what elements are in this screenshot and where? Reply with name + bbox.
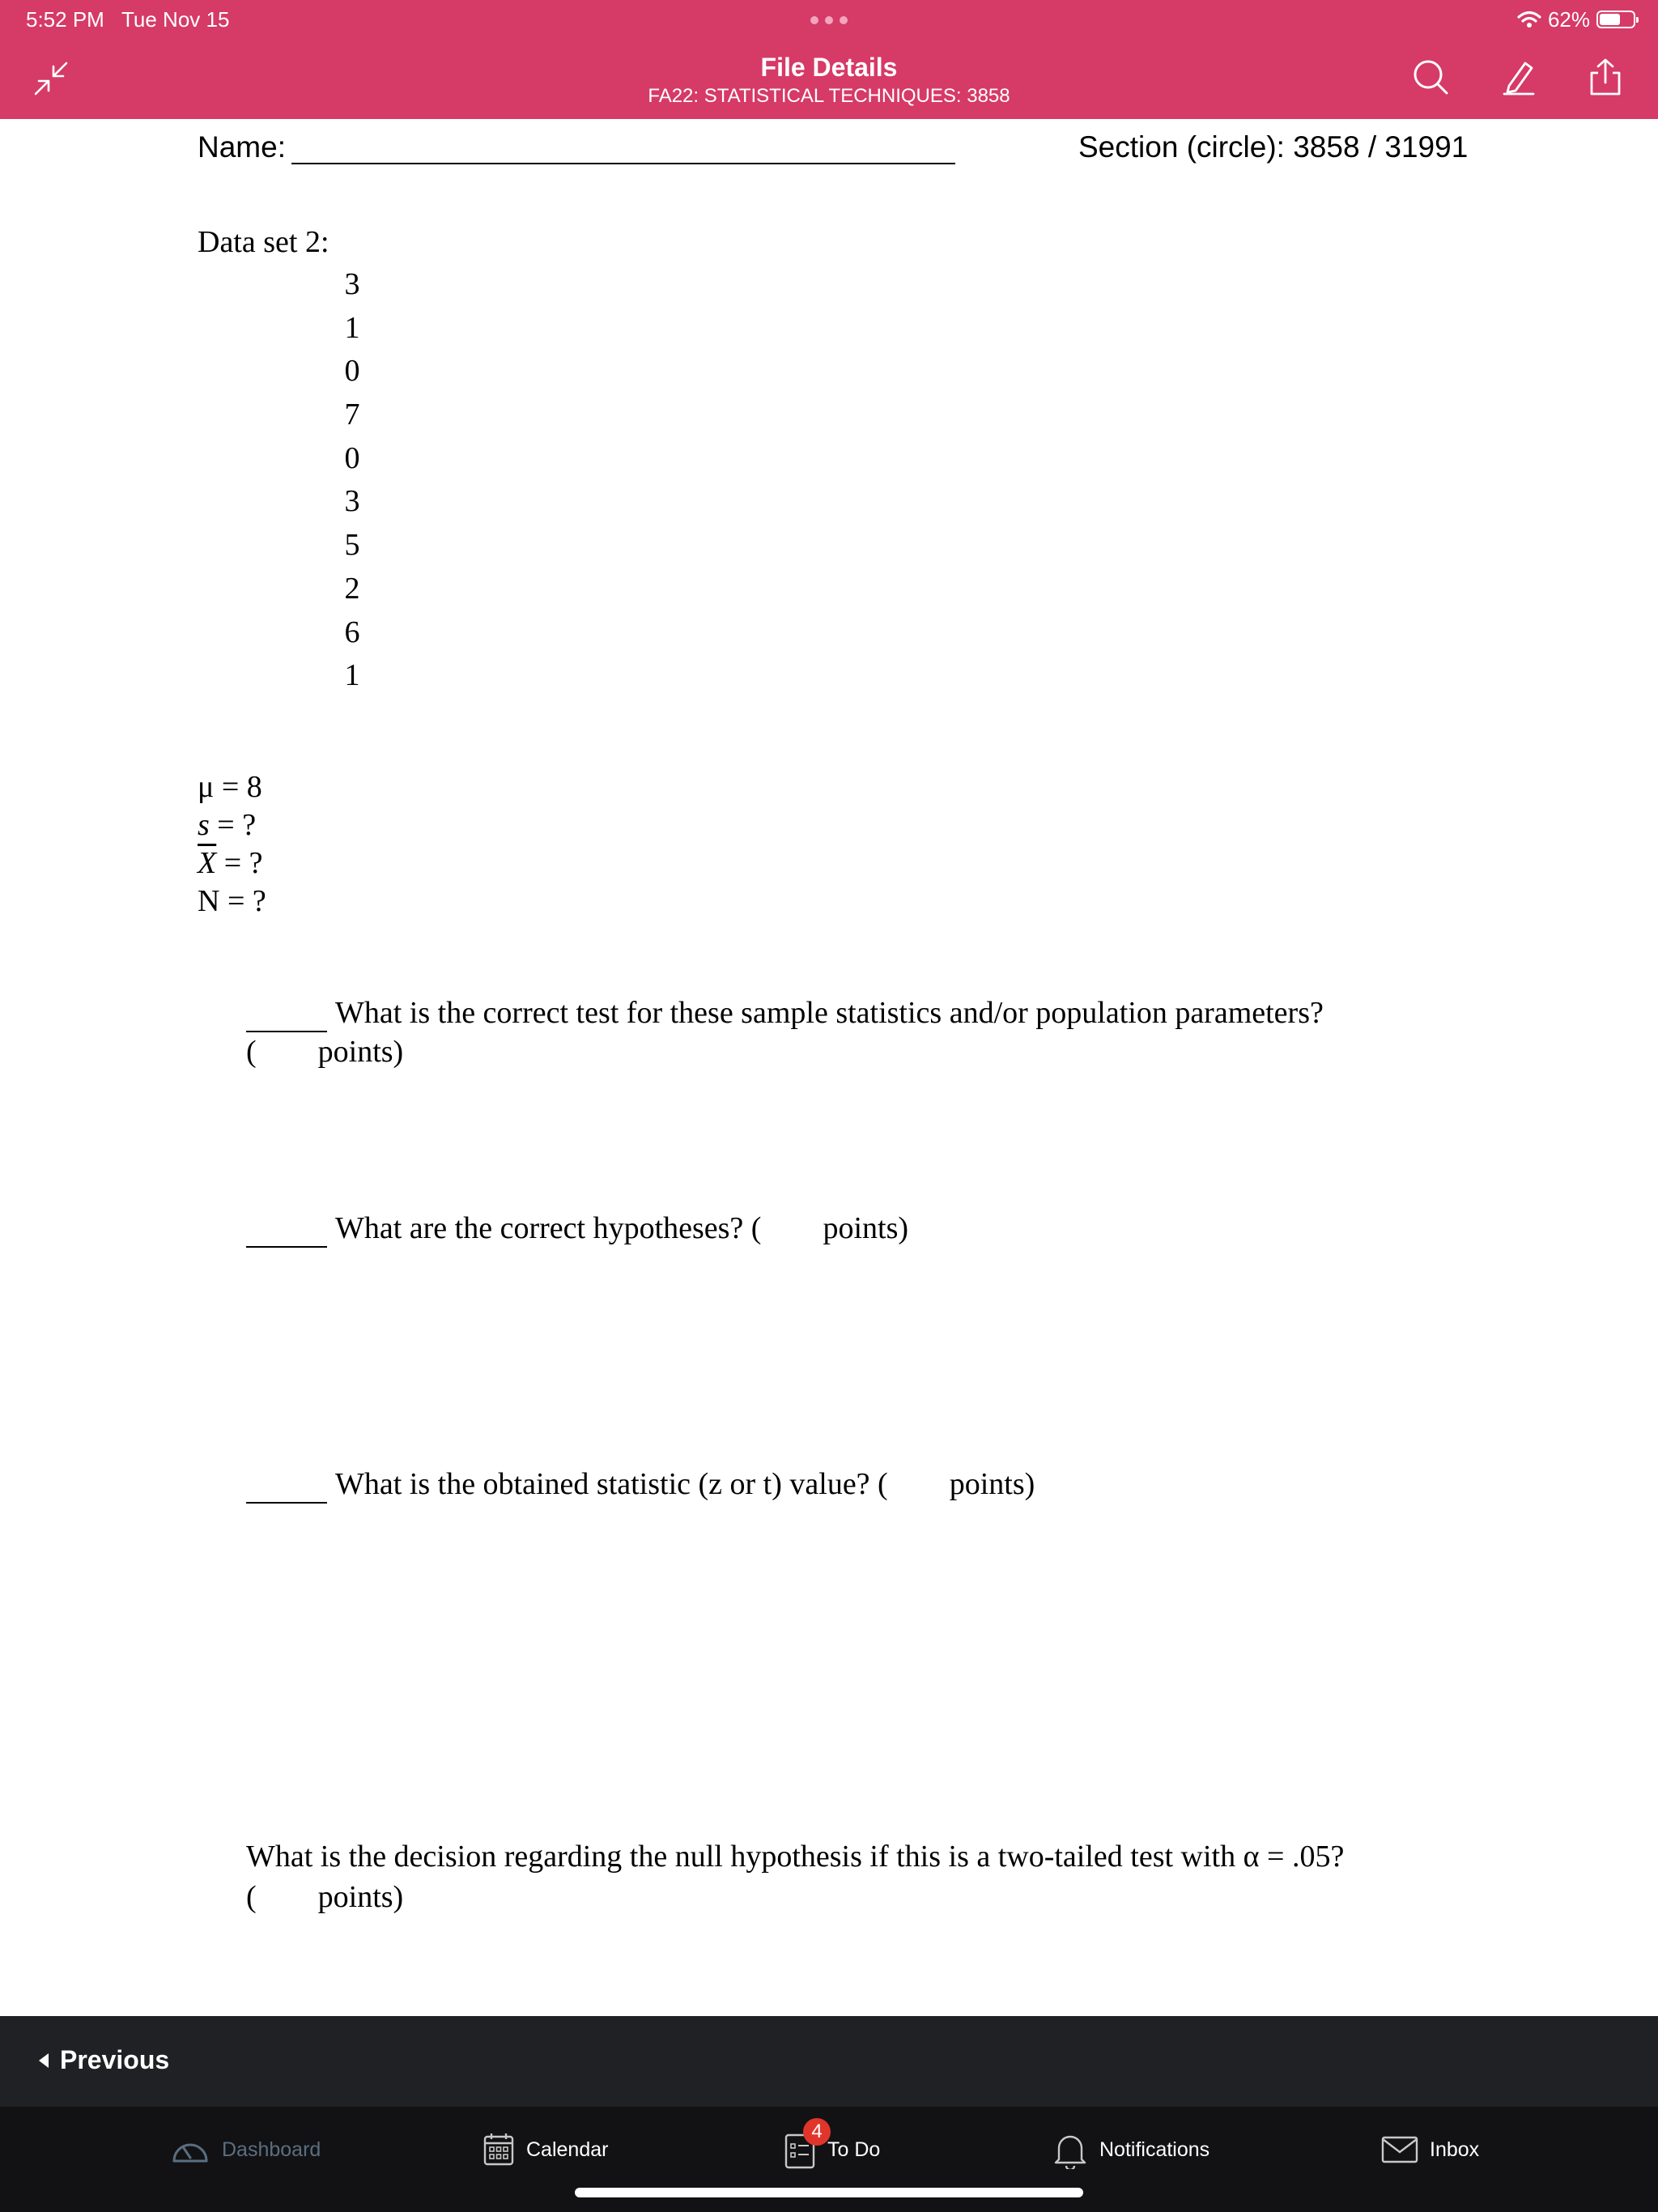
status-time: 5:52 PM — [26, 7, 104, 32]
data-value: 3 — [344, 267, 360, 301]
top-bar — [0, 0, 1658, 119]
document-page — [0, 119, 1658, 2016]
points-label: points) — [317, 1880, 404, 1914]
answer-blank — [246, 1246, 327, 1248]
question-1-text: What is the correct test for these sample statistics and/or population parameters? — [335, 996, 1324, 1030]
n-stat: N = ? — [198, 884, 266, 918]
envelope-icon — [1381, 2135, 1418, 2164]
search-icon[interactable] — [1410, 57, 1451, 97]
dataset-label: Data set 2: — [198, 225, 329, 259]
page-title: File Details — [760, 53, 898, 82]
battery-icon — [1596, 11, 1635, 28]
points-label: points) — [949, 1467, 1035, 1501]
name-blank-line — [291, 163, 955, 164]
data-value: 2 — [344, 571, 360, 606]
answer-blank — [246, 1031, 327, 1032]
collapse-icon[interactable] — [31, 58, 71, 99]
xbar-value: = ? — [216, 846, 263, 880]
data-value: 3 — [344, 484, 360, 519]
share-icon[interactable] — [1585, 57, 1626, 97]
xbar-symbol: $\overline{X}$ — [198, 846, 217, 880]
data-value: 1 — [344, 310, 360, 345]
answer-blank — [246, 1502, 327, 1504]
previous-button[interactable] — [37, 2045, 169, 2075]
course-subtitle: FA22: STATISTICAL TECHNIQUES: 3858 — [648, 85, 1010, 107]
question-4-text: What is the decision regarding the null hypothesis if this is a two-tailed test with α = .05? — [246, 1840, 1345, 1874]
points-label: points) — [317, 1035, 404, 1069]
data-value: 0 — [344, 354, 360, 389]
paren-open: ( — [246, 1035, 257, 1069]
todo-badge: 4 — [803, 2118, 831, 2146]
battery-level — [1600, 14, 1620, 25]
question-3 — [246, 1466, 1035, 1504]
points-label: points) — [823, 1211, 909, 1245]
dashboard-icon — [170, 2133, 210, 2166]
question-4-points — [246, 1879, 403, 1915]
s-stat — [198, 806, 266, 844]
wifi-icon — [1517, 11, 1541, 28]
previous-label: Previous — [60, 2045, 170, 2074]
tab-todo-label: To Do — [827, 2138, 881, 2161]
previous-bar — [0, 2016, 1658, 2107]
data-value: 6 — [344, 615, 360, 649]
home-indicator[interactable] — [575, 2188, 1083, 2197]
s-value: = ? — [209, 808, 257, 842]
mu-stat: μ = 8 — [198, 770, 262, 804]
tab-dashboard[interactable] — [170, 2128, 321, 2172]
header-title — [505, 50, 1153, 108]
multitasking-dots[interactable] — [810, 8, 848, 32]
tab-notifications[interactable] — [1052, 2128, 1209, 2172]
calendar-icon — [483, 2132, 515, 2167]
s-symbol: s — [198, 808, 210, 842]
tab-calendar-label: Calendar — [526, 2138, 609, 2161]
annotate-icon[interactable] — [1498, 57, 1538, 97]
battery-percent: 62% — [1547, 6, 1590, 32]
data-value: 5 — [344, 528, 360, 563]
section-label: Section (circle): 3858 / 31991 — [1078, 130, 1469, 164]
tab-dashboard-label: Dashboard — [222, 2138, 321, 2161]
tab-calendar[interactable] — [483, 2128, 608, 2172]
tab-inbox-label: Inbox — [1430, 2138, 1480, 2161]
caret-left-icon — [37, 2052, 50, 2069]
question-3-text: What is the obtained statistic (z or t) value? ( — [335, 1467, 888, 1501]
data-value: 7 — [344, 398, 360, 432]
question-1-points — [246, 1034, 403, 1070]
name-label: Name: — [198, 130, 286, 164]
tab-todo[interactable] — [784, 2128, 880, 2172]
statistics-block — [198, 768, 266, 921]
question-2-text: What are the correct hypotheses? ( — [335, 1211, 762, 1245]
xbar-stat — [198, 844, 266, 883]
question-1 — [246, 995, 1324, 1032]
question-4 — [246, 1839, 1344, 1874]
dataset-values — [332, 263, 372, 698]
status-indicators — [1517, 5, 1635, 34]
question-2 — [246, 1210, 908, 1248]
data-value: 0 — [344, 440, 360, 475]
bell-icon — [1052, 2130, 1088, 2169]
paren-open: ( — [246, 1880, 257, 1914]
status-date: Tue Nov 15 — [121, 7, 230, 32]
data-value: 1 — [344, 658, 360, 693]
tab-inbox[interactable] — [1381, 2128, 1479, 2172]
tab-notifications-label: Notifications — [1099, 2138, 1210, 2161]
